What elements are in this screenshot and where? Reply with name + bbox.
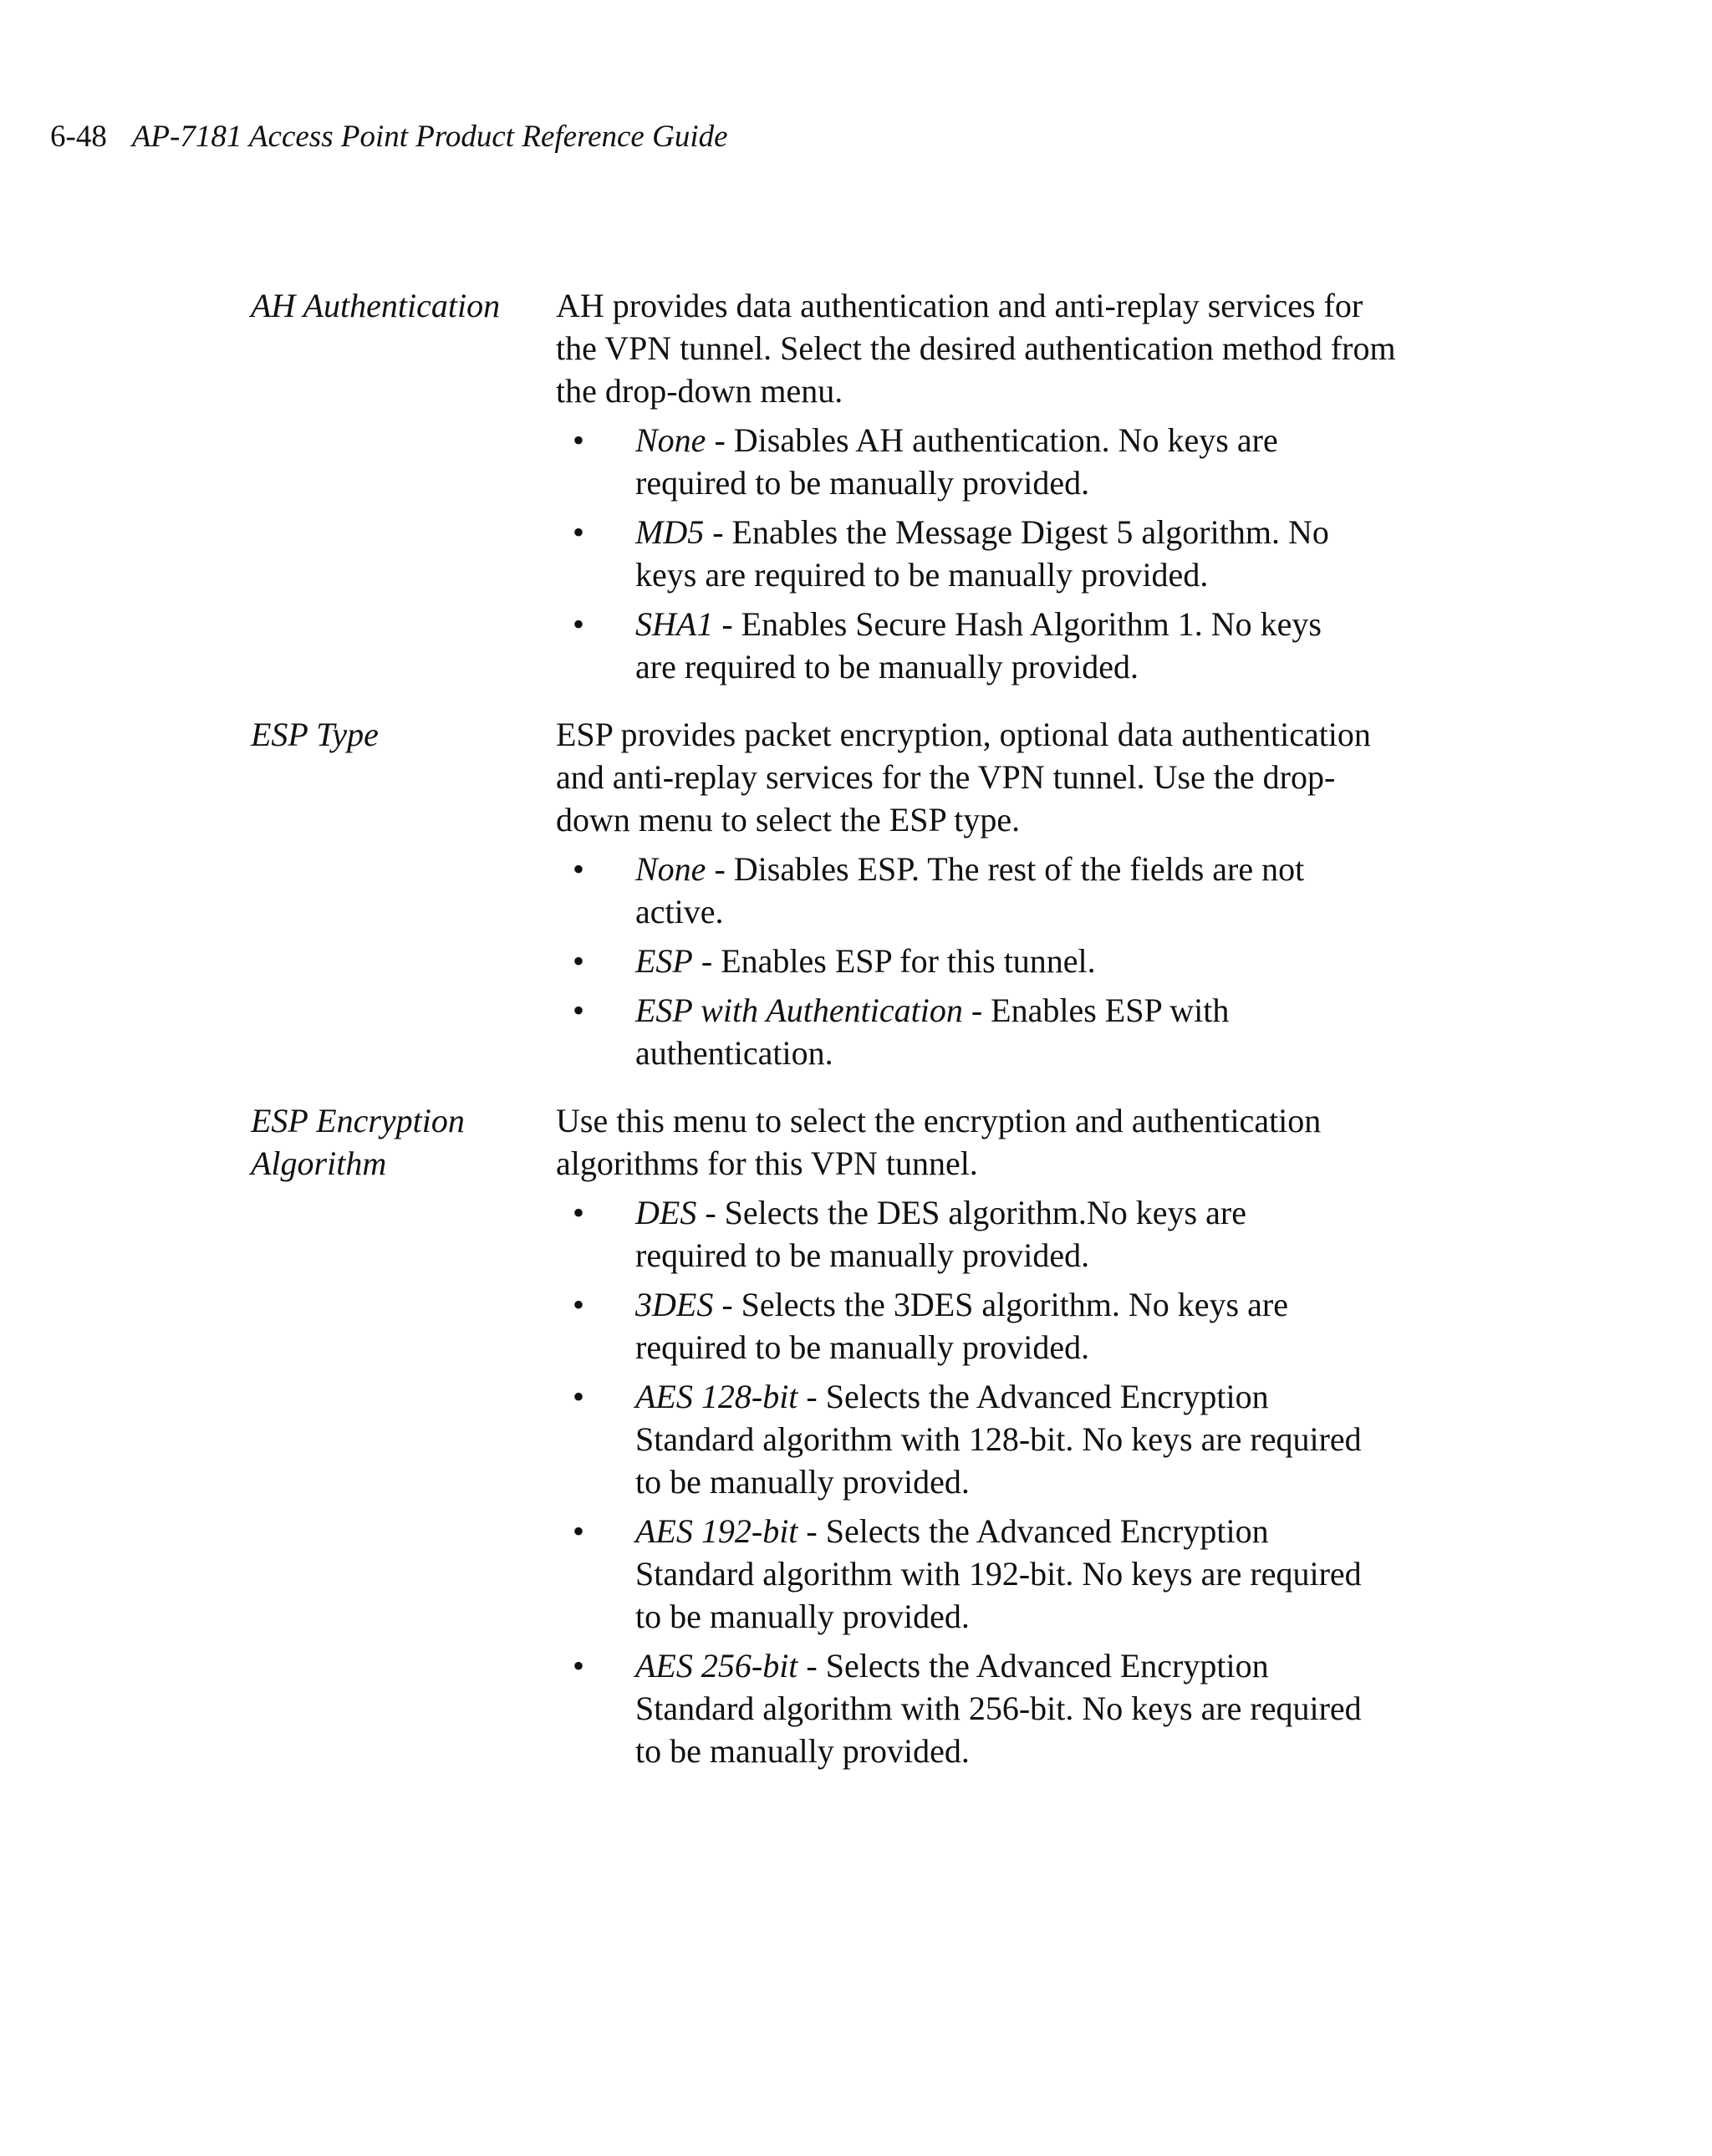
bullet-icon: • [573, 421, 585, 459]
option-text: - Enables ESP with authentication. [635, 991, 1230, 1072]
option-name: ESP [635, 942, 693, 980]
option-name: AES 192-bit [635, 1512, 798, 1550]
bullet-icon: • [573, 605, 585, 643]
option-name: 3DES [635, 1286, 714, 1323]
description-text: AH provides data authentication and anti-replay services for the VPN tunnel. Select the desired authentication method from the drop-down menu. [556, 287, 1396, 410]
option-text: - Enables ESP for this tunnel. [692, 942, 1096, 980]
list-item [556, 511, 1363, 596]
option-name: AES 128-bit [635, 1378, 798, 1415]
list-item [556, 940, 1363, 982]
option-text: - Selects the Advanced Encryption Standard algorithm with 192-bit. No keys are required to be manually provided. [635, 1512, 1362, 1635]
list-item [556, 603, 1363, 688]
bullet-icon: • [573, 513, 585, 551]
bullet-icon: • [573, 942, 585, 980]
option-name: SHA1 [635, 605, 714, 643]
term-label-line: Algorithm [251, 1144, 387, 1182]
option-text: - Enables the Message Digest 5 algorithm. No keys are required to be manually provided. [635, 513, 1329, 594]
option-text: - Enables Secure Hash Algorithm 1. No keys are required to be manually provided. [635, 605, 1322, 686]
bullet-icon: • [573, 1378, 585, 1415]
list-item [556, 989, 1363, 1074]
option-name: ESP with Authentication [635, 991, 963, 1029]
entry-esp-type [251, 713, 1421, 1081]
description-text: Use this menu to select the encryption and authentication algorithms for this VPN tunnel. [556, 1102, 1322, 1182]
option-name: AES 256-bit [635, 1647, 798, 1685]
list-item [556, 1375, 1363, 1503]
term-description [556, 284, 1409, 695]
list-item [556, 419, 1363, 504]
option-name: None [635, 850, 706, 888]
term-label: ESP Type [251, 716, 379, 753]
option-text: - Disables ESP. The rest of the fields are not active. [635, 850, 1305, 930]
list-item [556, 1191, 1363, 1277]
list-item [556, 848, 1363, 933]
page-number: 6-48 [50, 120, 107, 154]
option-list [556, 1191, 1409, 1772]
option-text: - Selects the Advanced Encryption Standard algorithm with 128-bit. No keys are required to be manually provided. [635, 1378, 1362, 1501]
page-header [50, 117, 728, 157]
bullet-icon: • [573, 1512, 585, 1550]
bullet-icon: • [573, 1194, 585, 1231]
bullet-icon: • [573, 991, 585, 1029]
definition-table [251, 284, 1421, 1797]
bullet-icon: • [573, 1286, 585, 1323]
term-label-line: ESP Encryption [251, 1102, 465, 1139]
option-list [556, 848, 1409, 1074]
term-description [556, 1099, 1409, 1779]
entry-esp-encryption-algorithm [251, 1099, 1421, 1779]
option-text: - Disables AH authentication. No keys are required to be manually provided. [635, 421, 1278, 502]
option-text: - Selects the DES algorithm.No keys are required to be manually provided. [635, 1194, 1246, 1274]
option-name: None [635, 421, 706, 459]
entry-ah-authentication [251, 284, 1421, 695]
term-description [556, 713, 1409, 1081]
list-item [556, 1283, 1363, 1369]
term-label [251, 1099, 556, 1779]
option-name: DES [635, 1194, 697, 1231]
option-name: MD5 [635, 513, 705, 551]
bullet-icon: • [573, 1647, 585, 1685]
list-item [556, 1644, 1363, 1772]
option-text: - Selects the Advanced Encryption Standard algorithm with 256-bit. No keys are required to be manually provided. [635, 1647, 1362, 1770]
guide-title: AP-7181 Access Point Product Reference Guide [131, 120, 728, 154]
list-item [556, 1510, 1363, 1638]
option-text: - Selects the 3DES algorithm. No keys are required to be manually provided. [635, 1286, 1288, 1366]
term-label: AH Authentication [251, 287, 501, 324]
bullet-icon: • [573, 850, 585, 888]
option-list [556, 419, 1409, 688]
description-text: ESP provides packet encryption, optional data authentication and anti-replay services for the VPN tunnel. Use the drop-down menu to select the ESP type. [556, 716, 1371, 838]
